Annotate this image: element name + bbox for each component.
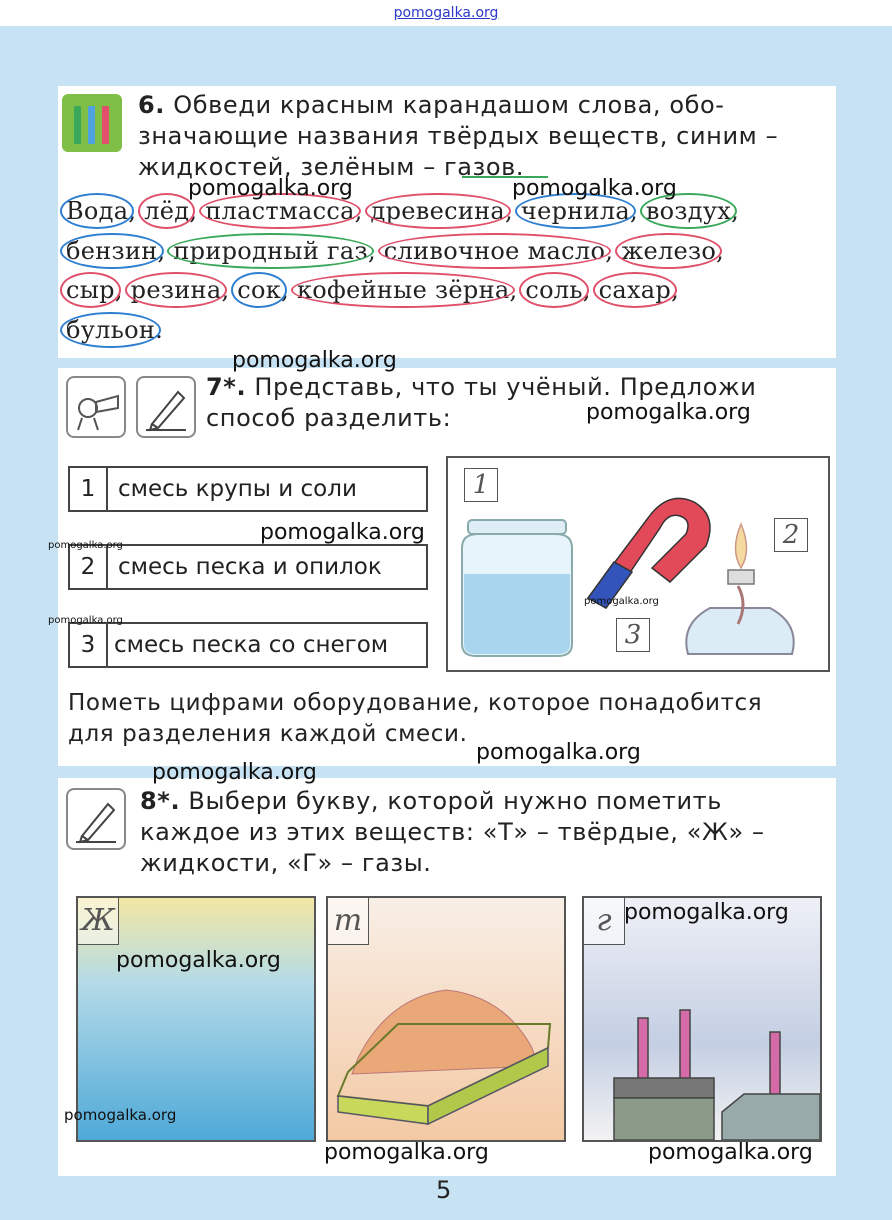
watermark: pomogalka.org [48,540,123,551]
word-separator: , [630,197,646,225]
word-item [525,276,598,304]
word-item [621,237,724,265]
word-item [646,197,739,225]
word-item [599,276,679,304]
word-text: пластмасса [205,197,354,225]
watermark: pomogalka.org [188,176,353,201]
smoke-picture [582,896,822,1142]
word-text: Вода [66,197,128,225]
circle-mark [138,193,195,229]
word-item [66,237,173,265]
word-separator: , [354,197,371,225]
task6-word-list [66,192,830,350]
circle-mark [519,272,588,308]
task6-number: 6. [138,91,166,119]
watermark: pomogalka.org [584,596,659,607]
task8-line3: жидкости, «Г» – газы. [140,849,432,877]
task6-line1: Обведи красным карандашом слова, обо- [173,91,725,119]
word-text: сливочное масло [384,237,605,265]
circle-mark [615,233,725,269]
circle-mark [378,233,611,269]
mixture-text: смесь песка со снегом [114,632,389,658]
site-url-link[interactable]: pomogalka.org [393,5,499,21]
word-text: бензин [66,237,158,265]
sand-mark[interactable]: т [328,898,369,945]
circle-mark [365,193,512,229]
mixture-row-3 [68,622,428,668]
word-item [384,237,621,265]
smoke-mark[interactable]: г [584,898,625,945]
word-separator: . [155,315,164,344]
word-text: лёд [144,197,189,225]
circle-mark [125,272,228,308]
blue-pencil-icon [88,106,95,144]
task8-number: 8*. [140,787,181,815]
watermark: pomogalka.org [648,1140,813,1165]
watermark: pomogalka.org [232,348,397,373]
word-separator: , [716,236,725,265]
word-separator: , [731,197,740,225]
word-separator: , [281,276,297,304]
word-item [237,276,297,304]
sand-picture [326,896,566,1142]
circle-mark [593,272,680,308]
word-item [66,197,144,225]
task7-footer-line1: Пометь цифрами оборудование, которое понадобится [68,690,763,716]
pencil-icon [66,788,126,850]
mixture-number: 2 [70,546,108,588]
circle-mark [60,233,164,269]
page-number: 5 [436,1176,452,1204]
word-text: резина [131,276,222,304]
watermark: pomogalka.org [64,1106,177,1124]
watermark: pomogalka.org [48,615,123,626]
watermark: pomogalka.org [260,520,425,545]
mixture-number: 1 [70,468,108,510]
pencil-icon [136,376,196,438]
colored-pencils-icon [62,94,122,152]
circle-mark [231,272,287,308]
mixture-text: смесь крупы и соли [118,476,357,502]
burner-mark[interactable]: 2 [774,518,808,552]
magnet-mark[interactable]: 3 [616,618,650,652]
word-item [297,276,525,304]
task7-number: 7*. [206,373,247,401]
red-pencil-icon [102,106,109,144]
task7-footer-line2: для разделения каждой смеси. [68,721,468,747]
word-item [371,197,521,225]
watermark: pomogalka.org [586,400,751,425]
task8-line1: Выбери букву, которой нужно пометить [188,787,723,815]
task8-line2: каждое из этих веществ: «Т» – твёрдые, «Ж» – [140,818,765,846]
word-separator: , [582,276,599,304]
circle-mark [60,272,121,308]
word-item [66,316,163,344]
mixture-row-1 [68,466,428,512]
circle-mark [60,312,164,348]
word-text: чернила [521,197,630,225]
word-text: бульон [66,316,155,344]
word-separator: , [671,276,680,304]
word-separator: , [509,276,526,304]
watermark: pomogalka.org [624,900,789,925]
word-separator: , [221,276,238,304]
word-text: сыр [66,276,115,304]
word-text: воздух [646,197,731,225]
word-separator: , [367,236,384,265]
word-item [144,197,205,225]
word-text: железо [621,237,716,265]
word-separator: , [157,236,174,265]
task6-line2: значающие названия твёрдых веществ, синим – [138,122,779,150]
task7-line1: Представь, что ты учёный. Предложи [254,373,757,401]
word-text: сахар [599,276,671,304]
word-separator: , [189,197,206,225]
telescope-icon [66,376,126,438]
task7-line2: способ разделить: [206,404,452,432]
circle-mark [167,233,374,269]
task6-heading [138,90,725,121]
word-text: сок [237,276,281,304]
mixture-number: 3 [70,624,108,666]
word-item [131,276,238,304]
task7-heading [206,372,756,403]
watermark: pomogalka.org [476,740,641,765]
jar-mark[interactable]: 1 [464,468,498,502]
word-separator: , [128,197,145,225]
word-text: древесина [371,197,506,225]
word-separator: , [605,236,622,265]
word-item [205,197,370,225]
watermark: pomogalka.org [152,760,317,785]
word-text: природный газ [173,237,368,265]
watermark: pomogalka.org [116,948,281,973]
word-separator: , [114,276,131,304]
task6-line3: жидкостей, зелёным – газов. [138,153,525,181]
circle-mark [60,193,134,229]
word-item [173,237,383,265]
word-text: кофейные зёрна [297,276,510,304]
circle-mark [291,272,516,308]
watermark: pomogalka.org [324,1140,489,1165]
water-mark[interactable]: Ж [78,898,119,945]
green-pencil-icon [74,106,81,144]
word-item [66,276,131,304]
word-item [521,197,646,225]
word-separator: , [505,197,521,225]
equipment-illustration [446,456,830,672]
mixture-text: смесь песка и опилок [118,554,382,580]
task8-heading [140,786,722,817]
word-text: соль [525,276,582,304]
watermark: pomogalka.org [512,176,677,201]
